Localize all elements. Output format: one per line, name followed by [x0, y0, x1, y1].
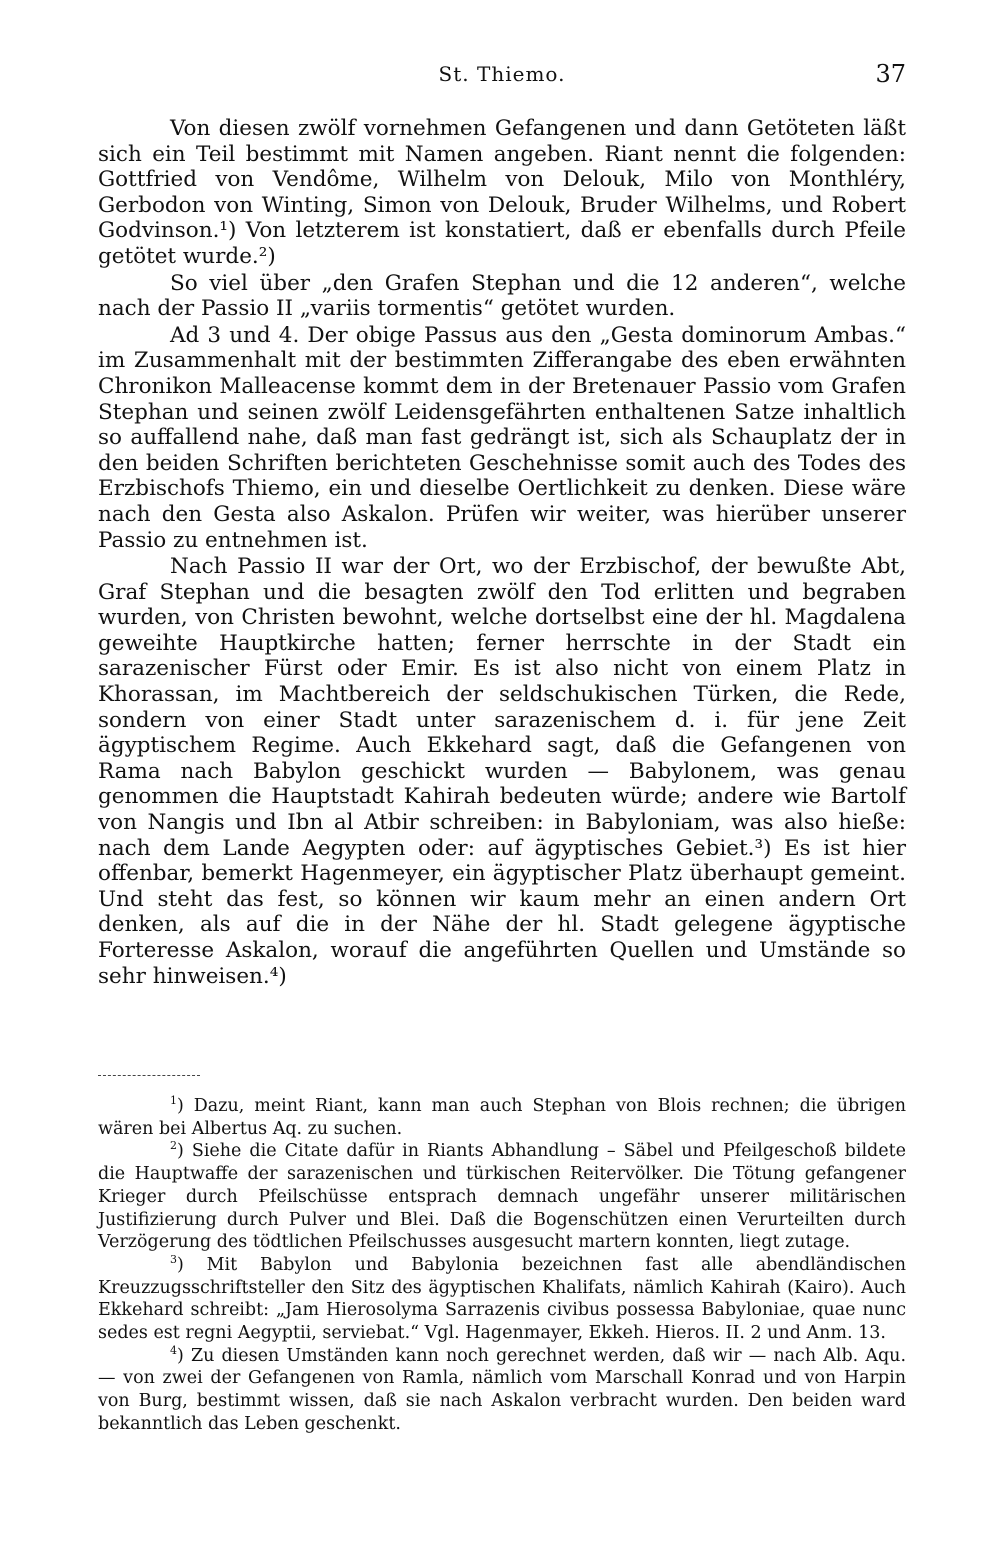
body-text — [98, 116, 906, 989]
footnote-4: $^4$) Zu diesen Umständen kann noch gerechnet werden, daß wir — nach Alb. Aqu. — von zwei der Gefangenen von Ramla, nämlich vom Marschall Konrad und von Harpin von Burg, bestimmt wissen, daß sie nach Askalon verbracht wurden. Den beiden ward bekanntlich das Leben geschenkt. — [98, 1343, 907, 1434]
paragraph-1: Von diesen zwölf vornehmen Gefangenen und dann Getöteten läßt sich ein Teil bestimmt mit Namen angeben. Riant nennt die folgenden: Gottfried von Vendôme, Wilhelm von Delouk, Milo von Monthléry, Gerbodon von Winting, Simon von Delouk, Bruder Wilhelms, und Robert Godvinson.¹) Von letzterem ist konstatiert, daß er ebenfalls durch Pfeile getötet wurde.²) — [98, 116, 906, 269]
footnote-1: $^1$) Dazu, meint Riant, kann man auch Stephan von Blois rechnen; die übrigen wären bei Albertus Aq. zu suchen. — [98, 1094, 906, 1139]
footnotes — [98, 1095, 906, 1436]
footnote-separator — [98, 1075, 200, 1076]
footnote-text: Siehe die Citate dafür in Riants Abhandlung – Säbel und Pfeilgeschoß bildete die Hauptwaffe der sarazenischen und türkischen Reitervölker. Die Tötung gefangener Krieger durch Pfeilschüsse entsprach demnach ungefähr unserer militärischen Justifizierung durch Pulver und Blei. Daß die Bogenschützen einen Verurteilten durch Verzögerung des tödtlichen Pfeilschusses ausgesucht martern konnten, liegt zutage. — [98, 1141, 907, 1253]
footnote-text: Dazu, meint Riant, kann man auch Stephan von Blois rechnen; die übrigen wären bei Albertus Aq. zu suchen. — [98, 1096, 906, 1139]
footnote-text: Mit Babylon und Babylonia bezeichnen fast alle abendländischen Kreuzzugsschriftsteller den Sitz des ägyptischen Khalifats, nämlich Kahirah (Kairo). Auch Ekkehard schreibt: „Jam Hierosolyma Sarrazenis civibus possessa Babyloniae, quae nunc sedes est regni Aegyptii, serviebat.“ Vgl. Hagenmayer, Ekkeh. Hieros. II. 2 und Anm. 13. — [98, 1254, 906, 1344]
footnote-3: $^3$) Mit Babylon und Babylonia bezeichnen fast alle abendländischen Kreuzzugsschriftsteller den Sitz des ägyptischen Khalifats, nämlich Kahirah (Kairo). Auch Ekkehard schreibt: „Jam Hierosolyma Sarrazenis civibus possessa Babyloniae, quae nunc sedes est regni Aegyptii, serviebat.“ Vgl. Hagenmayer, Ekkeh. Hieros. II. 2 und Anm. 13. — [98, 1253, 906, 1344]
footnote-mark: 1 — [170, 1094, 177, 1108]
running-head — [98, 62, 906, 92]
page-number: 37 — [875, 60, 906, 88]
paragraph-3: Ad 3 und 4. Der obige Passus aus den „Gesta dominorum Ambas.“ im Zusammenhalt mit der bestimmten Zifferangabe des eben erwähnten Chronikon Malleacense kommt dem in der Bretenauer Passio vom Grafen Stephan und seinen zwölf Leidensgefährten enthaltenen Satze inhaltlich so auffallend nahe, daß man fast gedrängt ist, sich als Schauplatz der in den beiden Schriften berichteten Geschehnisse somit auch des Todes des Erzbischofs Thiemo, ein und dieselbe Oertlichkeit zu denken. Diese wäre nach den Gesta also Askalon. Prüfen wir weiter, was hierüber unserer Passio zu entnehmen ist. — [98, 322, 906, 553]
footnote-mark: 3 — [170, 1253, 177, 1267]
footnote-text: Zu diesen Umständen kann noch gerechnet werden, daß wir — nach Alb. Aqu. — von zwei der Gefangenen von Ramla, nämlich vom Marschall Konrad und von Harpin von Burg, bestimmt wissen, daß sie nach Askalon verbracht wurden. Den beiden ward bekanntlich das Leben geschenkt. — [98, 1345, 907, 1434]
footnote-mark: 2 — [170, 1139, 177, 1153]
paragraph-4: Nach Passio II war der Ort, wo der Erzbischof, der bewußte Abt, Graf Stephan und die besagten zwölf den Tod erlitten und begraben wurden, von Christen bewohnt, welche dortselbst eine der hl. Magdalena geweihte Hauptkirche hatten; ferner herrschte in der Stadt ein sarazenischer Fürst oder Emir. Es ist also nicht von einem Platz in Khorassan, im Machtbereich der seldschukischen Türken, die Rede, sondern von einer Stadt unter sarazenischem d. i. für jene Zeit ägyptischem Regime. Auch Ekkehard sagt, daß die Gefangenen von Rama nach Babylon geschickt wurden — Babylonem, was genau genommen die Hauptstadt Kahirah bedeuten würde; andere wie Bartolf von Nangis und Ibn al Atbir schreiben: in Babyloniam, was also hieße: nach dem Lande Aegypten oder: auf ägyptisches Gebiet.³) Es ist hier offenbar, bemerkt Hagenmeyer, ein ägyptischer Platz überhaupt gemeint. Und steht das fest, so können wir kaum mehr an einen andern Ort denken, als auf die in der Nähe der hl. Stadt gelegene ägyptische Forteresse Askalon, worauf die angeführten Quellen und Umstände so sehr hinweisen.⁴) — [98, 554, 906, 989]
running-title: St. Thiemo. — [438, 62, 566, 86]
footnote-mark: 4 — [170, 1343, 177, 1357]
footnote-2: $^2$) Siehe die Citate dafür in Riants Abhandlung – Säbel und Pfeilgeschoß bildete die Hauptwaffe der sarazenischen und türkischen Reitervölker. Die Tötung gefangener Krieger durch Pfeilschüsse entsprach demnach ungefähr unserer militärischen Justifizierung durch Pulver und Blei. Daß die Bogenschützen einen Verurteilten durch Verzögerung des tödtlichen Pfeilschusses ausgesucht martern konnten, liegt zutage. — [98, 1139, 907, 1253]
paragraph-2: So viel über „den Grafen Stephan und die 12 anderen“, welche nach der Passio II „variis tormentis“ getötet wurden. — [98, 270, 906, 322]
